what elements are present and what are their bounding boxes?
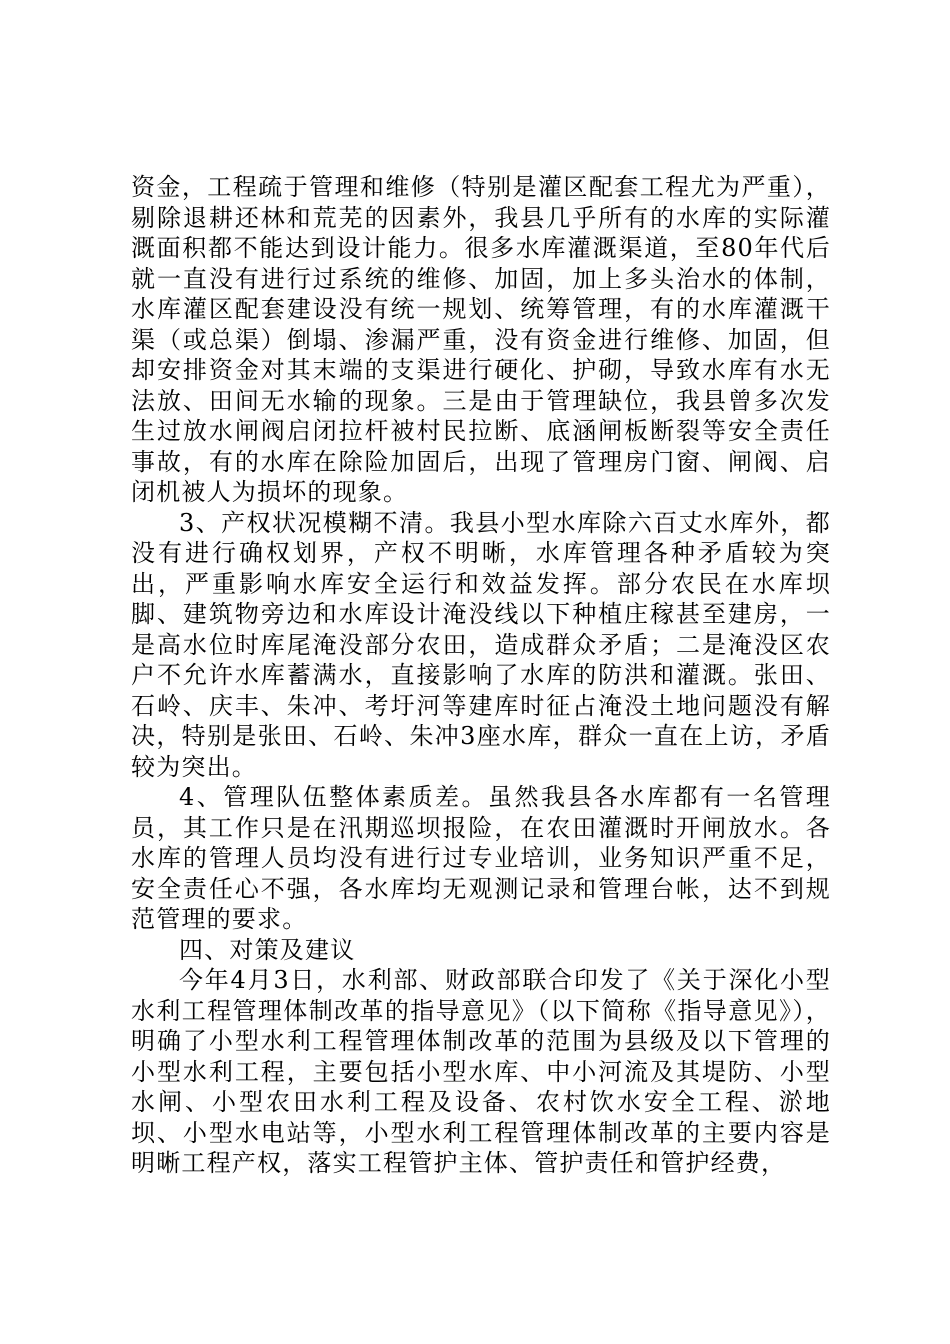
paragraph-1: 资金，工程疏于管理和维修（特别是灌区配套工程尤为严重），剔除退耕还林和荒芜的因素外，我县几乎所有的水库的实际灌溉面积都不能达到设计能力。很多水库灌溉渠道，至80年代后就一直没有进行过系统的维修、加固，加上多头治水的体制，水库灌区配套建设没有统一规划、统筹管理，有的水库灌溉干渠（或总渠）倒塌、渗漏严重，没有资金进行维修、加固，但却安排资金对其末端的支渠进行硬化、护砌，导致水库有水无法放、田间无水输的现象。三是由于管理缺位，我县曾多次发生过放水闸阀启闭拉杆被村民拉断、底涵闸板断裂等安全责任事故，有的水库在除险加固后，出现了管理房门窗、闸阀、启闭机被人为损坏的现象。 [131, 173, 831, 506]
section-heading: 四、对策及建议 [179, 935, 356, 964]
document-body [131, 172, 831, 1179]
paragraph-5: 今年4月3日，水利部、财政部联合印发了《关于深化小型水利工程管理体制改革的指导意见》（以下简称《指导意见》），明确了小型水利工程管理体制改革的范围为县级及以下管理的小型水利工程，主要包括小型水库、中小河流及其堤防、小型水闸、小型农田水利工程及设备、农村饮水安全工程、淤地坝、小型水电站等，小型水利工程管理体制改革的主要内容是明晰工程产权，落实工程管护主体、管护责任和管护经费， [131, 966, 831, 1177]
paragraph-2: 3、产权状况模糊不清。我县小型水库除六百丈水库外，都没有进行确权划界，产权不明晰，水库管理各种矛盾较为突出，严重影响水库安全运行和效益发挥。部分农民在水库坝脚、建筑物旁边和水库设计淹没线以下种植庄稼甚至建房，一是高水位时库尾淹没部分农田，造成群众矛盾；二是淹没区农户不允许水库蓄满水，直接影响了水库的防洪和灌溉。张田、石岭、庆丰、朱冲、考圩河等建库时征占淹没土地问题没有解决，特别是张田、石岭、朱冲3座水库，群众一直在上访，矛盾较为突出。 [131, 508, 831, 781]
paragraph-3: 4、管理队伍整体素质差。虽然我县各水库都有一名管理员，其工作只是在汛期巡坝报险，在农田灌溉时开闸放水。各水库的管理人员均没有进行过专业培训，业务知识严重不足，安全责任心不强，各水库均无观测记录和管理台帐，达不到规范管理的要求。 [131, 783, 831, 933]
